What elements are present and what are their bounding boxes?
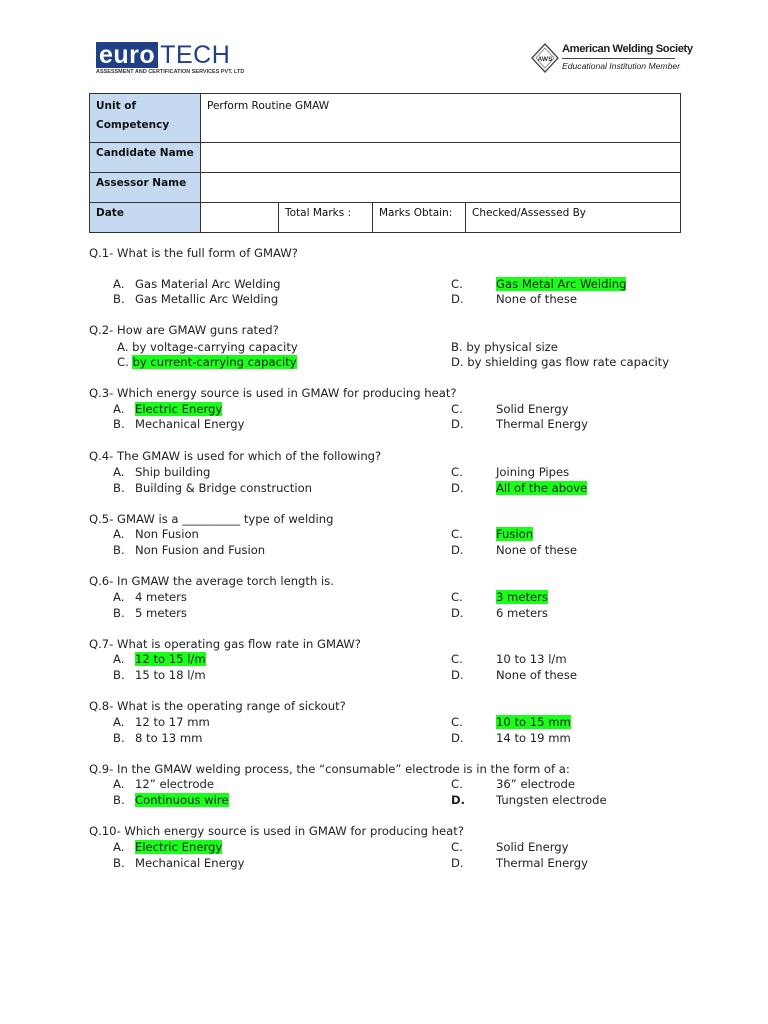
answer-highlight: Electric Energy	[135, 402, 223, 416]
answer-highlight: Electric Energy	[135, 840, 223, 854]
q7-option-b[interactable]: B. 15 to 18 l/m	[113, 668, 206, 682]
q4-option-c[interactable]: C. Joining Pipes	[451, 465, 570, 479]
question-1: Q.1- What is the full form of GMAW?	[89, 246, 298, 260]
q3-option-d[interactable]: D. Thermal Energy	[451, 417, 589, 431]
q8-option-d[interactable]: D. 14 to 19 mm	[451, 731, 571, 745]
q10-option-b[interactable]: B. Mechanical Energy	[113, 856, 245, 870]
question-9: Q.9- In the GMAW welding process, the “consumable” electrode is in the form of a:	[89, 762, 570, 776]
aws-logo	[531, 42, 693, 76]
answer-highlight: 12 to 15 l/m	[135, 652, 206, 666]
total-marks-label: Total Marks :	[279, 203, 373, 233]
date-label: Date	[90, 203, 201, 233]
q9-option-c[interactable]: C. 36” electrode	[451, 777, 575, 791]
question-5: Q.5- GMAW is a __________ type of welding	[89, 512, 334, 526]
q9-option-b[interactable]: B. Continuous wire	[113, 793, 229, 807]
answer-highlight: All of the above	[496, 481, 588, 495]
q7-option-d[interactable]: D. None of these	[451, 668, 577, 682]
q6-option-b[interactable]: B. 5 meters	[113, 606, 187, 620]
question-8: Q.8- What is the operating range of sickout?	[89, 699, 346, 713]
q1-option-d[interactable]: D. None of these	[451, 292, 577, 306]
q9-option-d[interactable]: D. Tungsten electrode	[451, 793, 607, 807]
unit-row	[90, 94, 681, 143]
q3-option-c[interactable]: C. Solid Energy	[451, 402, 569, 416]
answer-highlight: 3 meters	[496, 590, 548, 604]
svg-text:AWS: AWS	[537, 56, 553, 63]
q9-option-a[interactable]: A. 12” electrode	[113, 777, 214, 791]
logo-euro-part: euro	[96, 42, 158, 68]
q5-option-b[interactable]: B. Non Fusion and Fusion	[113, 543, 266, 557]
q1-option-a[interactable]: A. Gas Material Arc Welding	[113, 277, 281, 291]
q1-option-b[interactable]: B. Gas Metallic Arc Welding	[113, 292, 279, 306]
q2-option-c[interactable]: C. by current-carrying capacity	[117, 355, 297, 369]
aws-member-label: Educational Institution Member	[562, 61, 680, 71]
question-3: Q.3- Which energy source is used in GMAW for producing heat?	[89, 386, 457, 400]
aws-divider	[562, 58, 675, 59]
logo-tagline: ASSESSMENT AND CERTIFICATION SERVICES PVT. LTD	[96, 69, 245, 75]
answer-highlight: by current-carrying capacity	[132, 355, 297, 369]
q3-option-b[interactable]: B. Mechanical Energy	[113, 417, 245, 431]
question-10: Q.10- Which energy source is used in GMAW for producing heat?	[89, 824, 464, 838]
q8-option-c[interactable]: C. 10 to 15 mm	[451, 715, 571, 729]
assessor-name-field[interactable]	[201, 173, 681, 203]
q5-option-d[interactable]: D. None of these	[451, 543, 577, 557]
answer-highlight: 10 to 15 mm	[496, 715, 571, 729]
q10-option-a[interactable]: A. Electric Energy	[113, 840, 223, 854]
candidate-row	[90, 143, 681, 173]
question-7: Q.7- What is operating gas flow rate in GMAW?	[89, 637, 361, 651]
unit-value: Perform Routine GMAW	[201, 94, 681, 143]
aws-emblem-icon	[531, 43, 559, 73]
q4-option-b[interactable]: B. Building & Bridge construction	[113, 481, 313, 495]
q4-option-a[interactable]: A. Ship building	[113, 465, 211, 479]
q6-option-c[interactable]: C. 3 meters	[451, 590, 548, 604]
assessor-label: Assessor Name	[90, 173, 201, 203]
q10-option-d[interactable]: D. Thermal Energy	[451, 856, 589, 870]
answer-highlight: Gas Metal Arc Welding	[496, 277, 627, 291]
q8-option-a[interactable]: A. 12 to 17 mm	[113, 715, 210, 729]
checked-by-label: Checked/Assessed By	[466, 203, 681, 233]
q5-option-c[interactable]: C. Fusion	[451, 527, 534, 541]
q8-option-b[interactable]: B. 8 to 13 mm	[113, 731, 203, 745]
date-row	[90, 203, 681, 233]
aws-name: American Welding Society	[562, 43, 693, 55]
question-4: Q.4- The GMAW is used for which of the following?	[89, 449, 382, 463]
candidate-label: Candidate Name	[90, 143, 201, 173]
q3-option-a[interactable]: A. Electric Energy	[113, 402, 223, 416]
q6-option-d[interactable]: D. 6 meters	[451, 606, 548, 620]
candidate-name-field[interactable]	[201, 143, 681, 173]
unit-label: Unit of Competency	[90, 94, 201, 143]
date-field[interactable]	[201, 203, 279, 233]
q2-option-b[interactable]: B. by physical size	[451, 340, 558, 354]
question-2: Q.2- How are GMAW guns rated?	[89, 323, 279, 337]
logo-tech-part: TECH	[160, 41, 231, 69]
q6-option-a[interactable]: A. 4 meters	[113, 590, 187, 604]
q4-option-d[interactable]: D. All of the above	[451, 481, 588, 495]
q2-option-d[interactable]: D. by shielding gas flow rate capacity	[451, 355, 670, 369]
assessor-row	[90, 173, 681, 203]
marks-obtain-label: Marks Obtain:	[373, 203, 466, 233]
q5-option-a[interactable]: A. Non Fusion	[113, 527, 199, 541]
q2-option-a[interactable]: A. by voltage-carrying capacity	[117, 340, 298, 354]
q10-option-c[interactable]: C. Solid Energy	[451, 840, 569, 854]
q7-option-c[interactable]: C. 10 to 13 l/m	[451, 652, 567, 666]
answer-highlight: Continuous wire	[135, 793, 229, 807]
q7-option-a[interactable]: A. 12 to 15 l/m	[113, 652, 206, 666]
eurotech-logo	[96, 42, 244, 75]
q1-option-c[interactable]: C. Gas Metal Arc Welding	[451, 277, 627, 291]
question-6: Q.6- In GMAW the average torch length is.	[89, 574, 334, 588]
candidate-info-table	[89, 93, 681, 233]
answer-highlight: Fusion	[496, 527, 534, 541]
